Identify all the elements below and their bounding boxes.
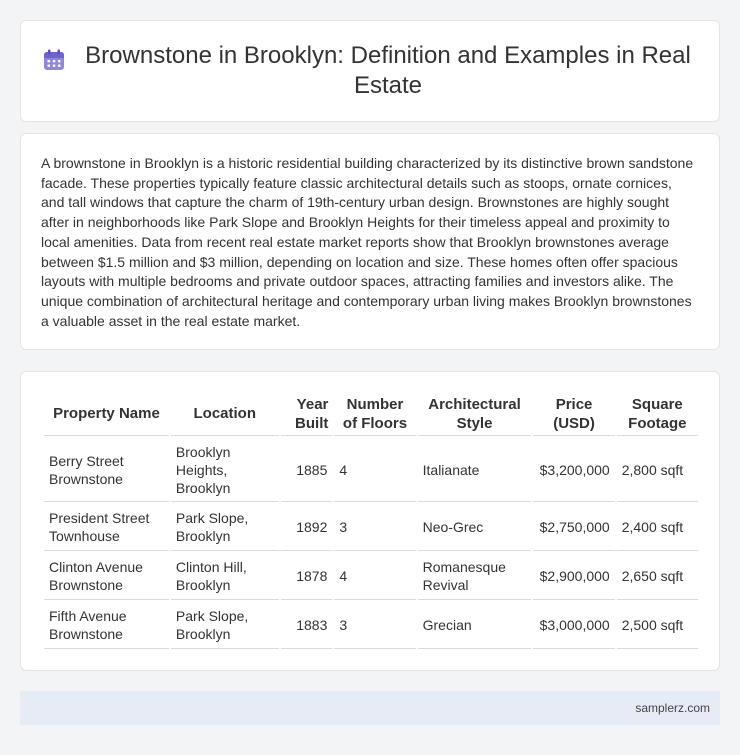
cell-property-name: President Street Townhouse bbox=[44, 504, 169, 551]
cell-square-footage: 2,650 sqft bbox=[617, 553, 698, 600]
cell-price: $2,750,000 bbox=[533, 504, 614, 551]
table-card bbox=[20, 371, 720, 671]
cell-floors: 3 bbox=[334, 504, 415, 551]
cell-style: Romanesque Revival bbox=[418, 553, 532, 600]
cell-year-built: 1883 bbox=[281, 602, 333, 649]
page-title: Brownstone in Brooklyn: Definition and Examples in Real Estate bbox=[85, 42, 691, 99]
cell-square-footage: 2,500 sqft bbox=[617, 602, 698, 649]
table-row bbox=[44, 438, 698, 502]
header-price: Price (USD) bbox=[533, 394, 614, 436]
header-number-of-floors: Number of Floors bbox=[334, 394, 415, 436]
cell-property-name: Fifth Avenue Brownstone bbox=[44, 602, 169, 649]
title-wrap bbox=[41, 41, 699, 101]
table-row bbox=[44, 602, 698, 649]
table-row bbox=[44, 553, 698, 600]
cell-price: $2,900,000 bbox=[533, 553, 614, 600]
cell-location: Park Slope, Brooklyn bbox=[171, 602, 279, 649]
cell-style: Grecian bbox=[418, 602, 532, 649]
cell-year-built: 1885 bbox=[281, 438, 333, 502]
table-header-row bbox=[44, 394, 698, 436]
header-square-footage: Square Footage bbox=[617, 394, 698, 436]
footer bbox=[20, 691, 720, 725]
property-table bbox=[42, 392, 700, 651]
cell-year-built: 1892 bbox=[281, 504, 333, 551]
cell-price: $3,200,000 bbox=[533, 438, 614, 502]
cell-year-built: 1878 bbox=[281, 553, 333, 600]
footer-site-link[interactable]: samplerz.com bbox=[635, 701, 710, 715]
header-location: Location bbox=[171, 394, 279, 436]
cell-square-footage: 2,800 sqft bbox=[617, 438, 698, 502]
cell-floors: 4 bbox=[334, 553, 415, 600]
header-year-built: Year Built bbox=[281, 394, 333, 436]
cell-property-name: Clinton Avenue Brownstone bbox=[44, 553, 169, 600]
cell-price: $3,000,000 bbox=[533, 602, 614, 649]
cell-floors: 3 bbox=[334, 602, 415, 649]
cell-location: Brooklyn Heights, Brooklyn bbox=[171, 438, 279, 502]
cell-location: Clinton Hill, Brooklyn bbox=[171, 553, 279, 600]
cell-square-footage: 2,400 sqft bbox=[617, 504, 698, 551]
header-architectural-style: Architectural Style bbox=[418, 394, 532, 436]
header-property-name: Property Name bbox=[44, 394, 169, 436]
description-card bbox=[20, 133, 720, 350]
calendar-icon bbox=[41, 47, 67, 73]
table-row bbox=[44, 504, 698, 551]
cell-style: Neo-Grec bbox=[418, 504, 532, 551]
cell-location: Park Slope, Brooklyn bbox=[171, 504, 279, 551]
title-card bbox=[20, 20, 720, 122]
description-text: A brownstone in Brooklyn is a historic residential building characterized by its distinctive brown sandstone facade. These properties typically feature classic architectural details such as stoops, ornate cornices, and tall windows that capture the charm of 19th-century urban design. Brownstones are highly sought after in neighborhoods like Park Slope and Brooklyn Heights for their timeless appeal and proximity to local amenities. Data from recent real estate market reports show that Brooklyn brownstones average between $1.5 million and $3 million, depending on location and size. These homes often offer spacious layouts with multiple bedrooms and private outdoor spaces, attracting families and investors alike. The unique combination of architectural heritage and contemporary urban living makes Brooklyn brownstones a valuable asset in the real estate market. bbox=[41, 155, 694, 329]
cell-property-name: Berry Street Brownstone bbox=[44, 438, 169, 502]
cell-style: Italianate bbox=[418, 438, 532, 502]
cell-floors: 4 bbox=[334, 438, 415, 502]
